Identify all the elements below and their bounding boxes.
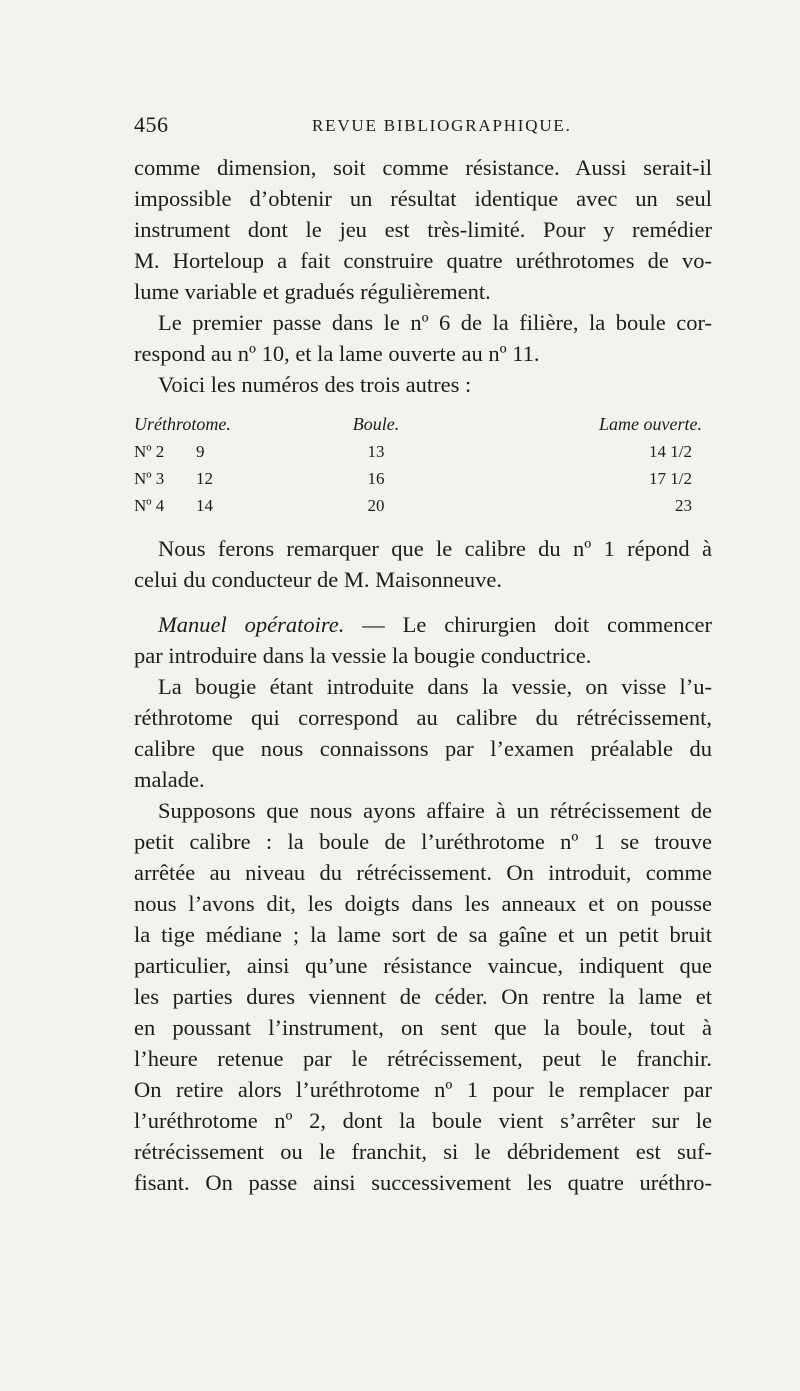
text-line: particulier, ainsi qu’une résistance vaincue, indiquent que <box>134 953 712 978</box>
cell-lame: 17 1/2 <box>649 468 692 488</box>
paragraph <box>134 152 712 307</box>
table-row <box>134 438 712 465</box>
text-line: impossible d’obtenir un résultat identique avec un seul <box>134 186 712 211</box>
text-line: On retire alors l’uréthrotome nº 1 pour le remplacer par <box>134 1077 712 1102</box>
text-run: — Le chirurgien doit commencer <box>344 612 712 637</box>
paragraph <box>134 533 712 595</box>
text-line: instrument dont le jeu est très-limité. Pour y remédier <box>134 217 712 242</box>
text-line: nous l’avons dit, les doigts dans les anneaux et on pousse <box>134 891 712 916</box>
paragraph <box>134 609 712 671</box>
table-row <box>134 465 712 492</box>
page-number: 456 <box>134 112 169 137</box>
text-line: réthrotome qui correspond au calibre du rétrécissement, <box>134 705 712 730</box>
cell-boule: 16 <box>367 468 385 488</box>
column-header-urethrotome: Uréthrotome. <box>134 413 231 434</box>
paragraph <box>134 671 712 795</box>
text-line: l’uréthrotome nº 2, dont la boule vient s’arrêter sur le <box>134 1108 712 1133</box>
text-line: M. Horteloup a fait construire quatre uréthrotomes de vo- <box>134 248 712 273</box>
text-line <box>134 609 712 640</box>
text-line: en poussant l’instrument, on sent que la boule, tout à <box>134 1015 712 1040</box>
urethrotome-table <box>134 410 712 519</box>
text-line: respond au nº 10, et la lame ouverte au nº 11. <box>134 341 540 366</box>
text-line: Voici les numéros des trois autres : <box>158 372 472 397</box>
text-line: malade. <box>134 767 205 792</box>
text-line: la tige médiane ; la lame sort de sa gaîne et un petit bruit <box>134 922 712 947</box>
running-title: REVUE BIBLIOGRAPHIQUE. <box>312 116 572 135</box>
cell-boule: 20 <box>367 495 385 515</box>
row-label: Nº 4 <box>134 495 165 515</box>
text-line: celui du conducteur de M. Maisonneuve. <box>134 567 503 592</box>
cell-boule: 13 <box>367 441 385 461</box>
text-line: arrêtée au niveau du rétrécissement. On introduit, comme <box>134 860 712 885</box>
text-line: petit calibre : la boule de l’uréthrotome nº 1 se trouve <box>134 829 712 854</box>
paragraph <box>134 307 712 369</box>
text-line: Supposons que nous ayons affaire à un rétrécissement de <box>158 798 712 823</box>
text-line: rétrécissement ou le franchit, si le débridement est suf- <box>134 1139 712 1164</box>
cell-lame: 23 <box>675 495 692 515</box>
cell-urethrotome: 14 <box>196 495 213 515</box>
running-head <box>134 112 712 142</box>
row-label: Nº 2 <box>134 441 165 461</box>
paragraph <box>134 795 712 1198</box>
text-line: Nous ferons remarquer que le calibre du nº 1 répond à <box>158 536 712 561</box>
text-line: La bougie étant introduite dans la vessie, on visse l’u- <box>158 674 712 699</box>
table-header-row <box>134 410 712 438</box>
text-line: fisant. On passe ainsi successivement les quatre uréthro- <box>134 1170 712 1195</box>
text-line: l’heure retenue par le rétrécissement, peut le franchir. <box>134 1046 712 1071</box>
section-heading: Manuel opératoire. <box>158 612 345 637</box>
text-line: lume variable et gradués régulièrement. <box>134 279 491 304</box>
cell-lame: 14 1/2 <box>649 441 692 461</box>
text-line: les parties dures viennent de céder. On rentre la lame et <box>134 984 712 1009</box>
text-line: calibre que nous connaissons par l’examen préalable du <box>134 736 712 761</box>
cell-urethrotome: 12 <box>196 468 213 488</box>
text-line: par introduire dans la vessie la bougie conductrice. <box>134 643 592 668</box>
text-line: comme dimension, soit comme résistance. Aussi serait-il <box>134 155 712 180</box>
table-row <box>134 492 712 519</box>
page-body <box>134 152 712 1198</box>
row-label: Nº 3 <box>134 468 165 488</box>
cell-urethrotome: 9 <box>196 441 205 461</box>
column-header-boule: Boule. <box>352 413 400 434</box>
column-header-lame: Lame ouverte. <box>599 413 702 434</box>
text-line: Le premier passe dans le nº 6 de la filière, la boule cor- <box>158 310 712 335</box>
paragraph <box>134 369 712 400</box>
